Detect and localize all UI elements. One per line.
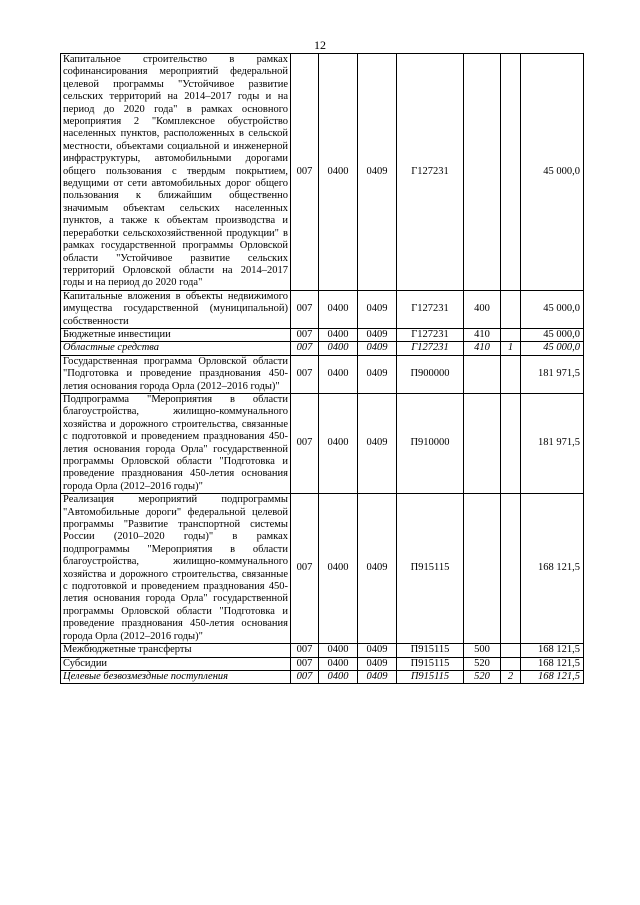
row-amount: 45 000,0: [521, 290, 584, 328]
row-vr: [464, 355, 501, 393]
row-pr: 0409: [358, 290, 397, 328]
row-csr: П910000: [397, 393, 464, 493]
row-vr: 410: [464, 342, 501, 355]
row-pr: 0409: [358, 670, 397, 683]
table-row: [61, 290, 584, 328]
row-src: [501, 644, 521, 657]
row-amount: 168 121,5: [521, 644, 584, 657]
row-csr: Г127231: [397, 342, 464, 355]
row-name: Областные средства: [61, 342, 291, 355]
row-vr: 500: [464, 644, 501, 657]
row-name: Субсидии: [61, 657, 291, 670]
row-rz: 0400: [319, 644, 358, 657]
row-pr: 0409: [358, 54, 397, 291]
row-src: [501, 54, 521, 291]
row-rz: 0400: [319, 328, 358, 341]
row-csr: Г127231: [397, 290, 464, 328]
row-grbs: 007: [291, 644, 319, 657]
row-vr: 400: [464, 290, 501, 328]
row-pr: 0409: [358, 494, 397, 644]
row-csr: Г127231: [397, 54, 464, 291]
row-amount: 45 000,0: [521, 54, 584, 291]
row-src: [501, 393, 521, 493]
row-pr: 0409: [358, 328, 397, 341]
row-name: Капитальное строительство в рамках софинансирования мероприятий федеральной целевой программы "Устойчивое развитие сельских территорий на 2014–2017 годы и на период до 2020 года" в рамках основного мероприятия 2 "Комплексное обустройство населенных пунктов, расположенных в сельской местности, объектами социальной и инженерной инфраструктуры, автомобильными дорогами общего пользования с твердым покрытием, ведущими от сети автомобильных дорог общего пользования к ближайшим общественно значимым объектам сельских населенных пунктов, а также к объектам производства и переработки сельскохозяйственной продукции" в рамках государственной программы Орловской области "Устойчивое развитие сельских территорий Орловской области на 2014–2017 годы и на период до 2020 года": [61, 54, 291, 291]
row-vr: 410: [464, 328, 501, 341]
budget-table: [60, 53, 584, 684]
row-csr: Г127231: [397, 328, 464, 341]
row-src: [501, 355, 521, 393]
row-grbs: 007: [291, 657, 319, 670]
row-rz: 0400: [319, 290, 358, 328]
row-vr: 520: [464, 670, 501, 683]
row-name: Подпрограмма "Мероприятия в области благоустройства, жилищно-коммунального хозяйства и дорожного строительства, связанные с подготовкой и проведением празднования 450-летия основания города Орла" государственной программы Орловской области "Подготовка и проведение празднования 450-летия основания города Орла (2012–2016 годы)": [61, 393, 291, 493]
row-grbs: 007: [291, 54, 319, 291]
table-row: [61, 342, 584, 355]
row-rz: 0400: [319, 342, 358, 355]
table-row: [61, 328, 584, 341]
table-row: [61, 644, 584, 657]
row-src: 1: [501, 342, 521, 355]
row-name: Целевые безвозмездные поступления: [61, 670, 291, 683]
row-amount: 181 971,5: [521, 355, 584, 393]
row-amount: 168 121,5: [521, 494, 584, 644]
row-rz: 0400: [319, 657, 358, 670]
row-grbs: 007: [291, 494, 319, 644]
row-grbs: 007: [291, 342, 319, 355]
row-amount: 168 121,5: [521, 670, 584, 683]
row-rz: 0400: [319, 54, 358, 291]
row-csr: П915115: [397, 657, 464, 670]
table-row: [61, 355, 584, 393]
row-csr: П915115: [397, 644, 464, 657]
row-vr: [464, 494, 501, 644]
table-row: [61, 657, 584, 670]
row-amount: 45 000,0: [521, 328, 584, 341]
row-grbs: 007: [291, 670, 319, 683]
row-pr: 0409: [358, 342, 397, 355]
table-row: [61, 670, 584, 683]
row-name: Бюджетные инвестиции: [61, 328, 291, 341]
row-name: Межбюджетные трансферты: [61, 644, 291, 657]
row-rz: 0400: [319, 670, 358, 683]
row-src: [501, 290, 521, 328]
row-rz: 0400: [319, 355, 358, 393]
row-rz: 0400: [319, 393, 358, 493]
table-row: [61, 393, 584, 493]
row-vr: [464, 54, 501, 291]
row-vr: 520: [464, 657, 501, 670]
row-src: [501, 494, 521, 644]
row-name: Реализация мероприятий подпрограммы "Автомобильные дороги" федеральной целевой программы "Развитие транспортной системы России (2010–2020 годы)" в рамках подпрограммы "Мероприятия в области благоустройства, жилищно-коммунального хозяйства и дорожного строительства, связанные с подготовкой и проведением празднования 450-летия основания города Орла" государственной программы Орловской области "Подготовка и проведение празднования 450-летия основания города Орла (2012–2016 годы)": [61, 494, 291, 644]
row-csr: П915115: [397, 494, 464, 644]
row-pr: 0409: [358, 657, 397, 670]
row-grbs: 007: [291, 328, 319, 341]
row-src: 2: [501, 670, 521, 683]
row-rz: 0400: [319, 494, 358, 644]
row-name: Государственная программа Орловской области "Подготовка и проведение празднования 450-летия основания города Орла (2012–2016 годы)": [61, 355, 291, 393]
row-grbs: 007: [291, 355, 319, 393]
row-csr: П915115: [397, 670, 464, 683]
page-number: 12: [314, 38, 326, 52]
row-pr: 0409: [358, 644, 397, 657]
row-amount: 181 971,5: [521, 393, 584, 493]
row-csr: П900000: [397, 355, 464, 393]
row-pr: 0409: [358, 355, 397, 393]
row-grbs: 007: [291, 393, 319, 493]
row-grbs: 007: [291, 290, 319, 328]
table-row: [61, 54, 584, 291]
row-name: Капитальные вложения в объекты недвижимого имущества государственной (муниципальной) собственности: [61, 290, 291, 328]
row-amount: 45 000,0: [521, 342, 584, 355]
row-src: [501, 657, 521, 670]
table-row: [61, 494, 584, 644]
row-amount: 168 121,5: [521, 657, 584, 670]
row-vr: [464, 393, 501, 493]
row-src: [501, 328, 521, 341]
row-pr: 0409: [358, 393, 397, 493]
